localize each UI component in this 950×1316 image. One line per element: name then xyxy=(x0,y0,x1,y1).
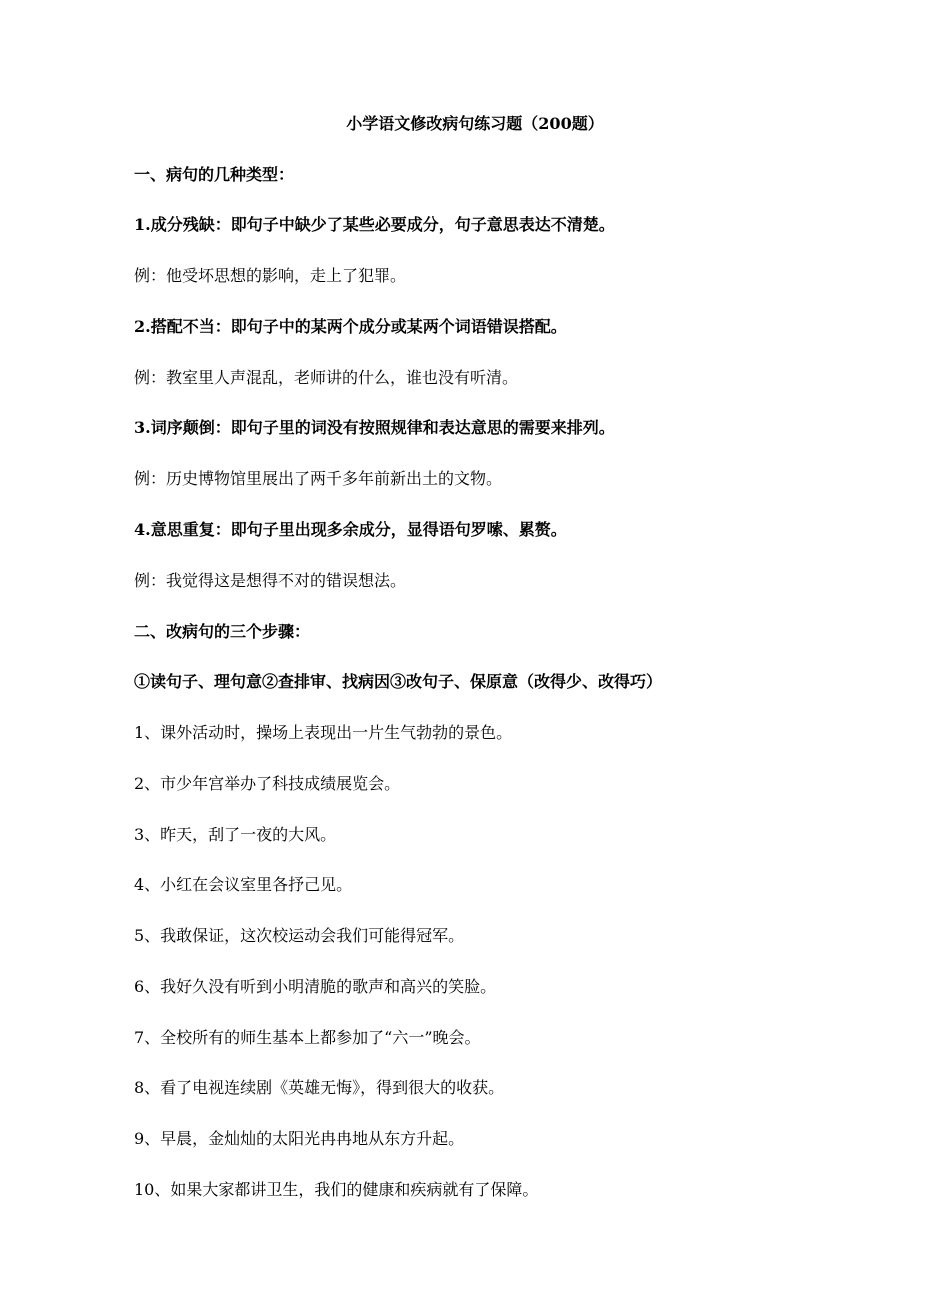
type-definition-2: 2.搭配不当：即句子中的某两个成分或某两个词语错误搭配。 xyxy=(134,317,567,336)
type-definition-1: 1.成分残缺：即句子中缺少了某些必要成分，句子意思表达不清楚。 xyxy=(134,215,615,234)
exercise-item: 7、全校所有的师生基本上都参加了“六一”晚会。 xyxy=(134,1028,481,1047)
type-example-3: 例：历史博物馆里展出了两千多年前新出土的文物。 xyxy=(134,469,503,488)
type-example-1: 例：他受坏思想的影响，走上了犯罪。 xyxy=(134,266,407,285)
type-example-2: 例：教室里人声混乱，老师讲的什么，谁也没有听清。 xyxy=(134,368,519,387)
type-definition-4: 4.意思重复：即句子里出现多余成分，显得语句罗嗦、累赘。 xyxy=(134,520,567,539)
exercise-item: 2、市少年宫举办了科技成绩展览会。 xyxy=(134,774,401,793)
steps-text: ①读句子、理句意②查排审、找病因③改句子、保原意（改得少、改得巧） xyxy=(134,672,663,691)
exercise-item: 3、昨天，刮了一夜的大风。 xyxy=(134,825,337,844)
section-heading-steps: 二、改病句的三个步骤： xyxy=(134,622,311,641)
type-definition-3: 3.词序颠倒：即句子里的词没有按照规律和表达意思的需要来排列。 xyxy=(134,418,615,437)
type-example-4: 例：我觉得这是想得不对的错误想法。 xyxy=(134,571,407,590)
exercise-item: 5、我敢保证，这次校运动会我们可能得冠军。 xyxy=(134,926,465,945)
exercise-item: 1、课外活动时，操场上表现出一片生气勃勃的景色。 xyxy=(134,723,513,742)
exercise-item: 9、早晨，金灿灿的太阳光冉冉地从东方升起。 xyxy=(134,1129,465,1148)
section-heading-types: 一、病句的几种类型： xyxy=(134,165,295,184)
exercise-item: 6、我好久没有听到小明清脆的歌声和高兴的笑脸。 xyxy=(134,977,497,996)
exercise-item: 10、如果大家都讲卫生，我们的健康和疾病就有了保障。 xyxy=(134,1180,539,1199)
document-title: 小学语文修改病句练习题（200题） xyxy=(346,114,604,133)
exercise-item: 4、小红在会议室里各抒己见。 xyxy=(134,875,353,894)
exercise-item: 8、看了电视连续剧《英雄无悔》，得到很大的收获。 xyxy=(134,1078,505,1097)
